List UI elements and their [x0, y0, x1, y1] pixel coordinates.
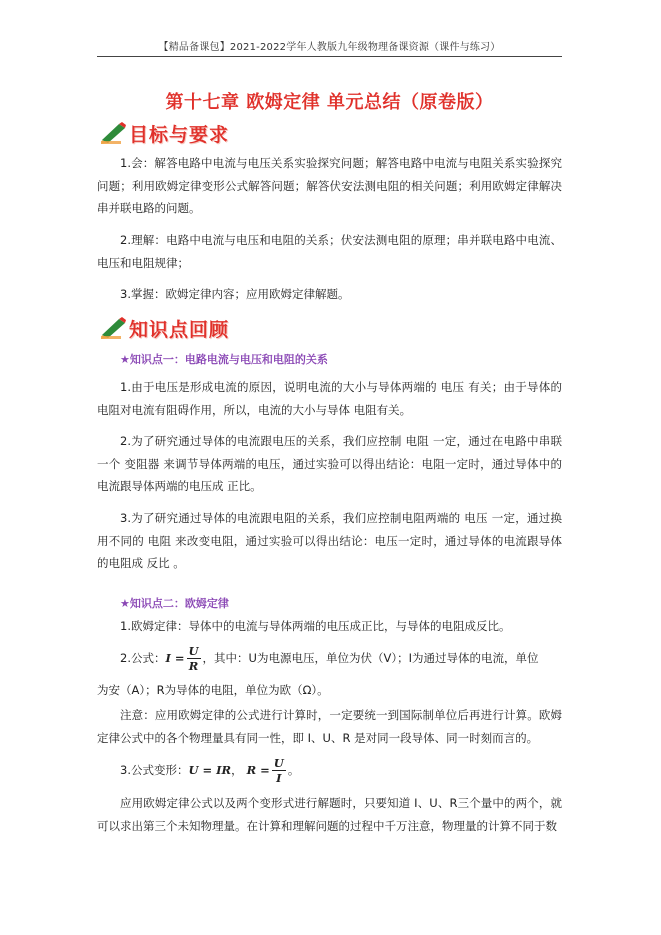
page-title: 第十七章 欧姆定律 单元总结（原卷版） — [165, 92, 494, 113]
ohm-formula-line — [120, 638, 538, 678]
kp1-paragraph-2: 2.为了研究通过导体的电流跟电压的关系，我们应控制 电阻 一定，通过在电路中串联一个 变阻器 来调节导体两端的电压，通过实验可以得出结论：电阻一定时，通过导体中的电流跟导体两端的电压成 正比。 — [97, 434, 562, 493]
transform-denominator: I — [276, 770, 282, 785]
transform-formula-1: U = IR — [188, 763, 232, 777]
transform-fraction — [272, 756, 286, 785]
kp2-last-paragraph: 应用欧姆定律公式以及两个变形式进行解题时，只要知道 I、U、R三个量中的两个，就可以求出第三个未知物理量。在计算和理解问题的过程中千万注意，物理量的计算不同于数 — [97, 796, 562, 833]
header-rule — [97, 56, 562, 57]
formula-transform-line — [120, 752, 299, 788]
review-section-heading — [101, 315, 229, 341]
kp1-paragraph-3: 3.为了研究通过导体的电流跟电阻的关系，我们应控制电阻两端的 电压 一定，通过换用不同的 电阻 来改变电阻，通过实验可以得出结论：电压一定时，通过导体的电流跟导体的电阻成 反比 。 — [97, 511, 562, 570]
goal-paragraph-2: 2.理解：电路中电流与电压和电阻的关系；伏安法测电阻的原理；串并联电路中电流、电压和电阻规律； — [97, 233, 562, 270]
transform-numerator: U — [273, 755, 284, 770]
transform-formula-2-lhs: R = — [246, 763, 270, 777]
knowledge-point-2-label: ★知识点二：欧姆定律 — [120, 597, 229, 610]
transform-separator: ， — [231, 763, 243, 777]
formula-fraction — [187, 644, 201, 673]
kp1-paragraph-1: 1.由于电压是形成电流的原因，说明电流的大小与导体两端的 电压 有关；由于导体的电阻对电流有阻碍作用，所以，电流的大小与导体 电阻有关。 — [97, 380, 562, 417]
kp2-note: 注意：应用欧姆定律的公式进行计算时，一定要统一到国际制单位后再进行计算。欧姆定律公式中的各个物理量具有同一性，即 I、U、R 是对同一段导体、同一时刻而言的。 — [97, 708, 562, 745]
goals-section-heading — [101, 120, 229, 146]
formula-denominator: R — [188, 658, 199, 673]
page-header: 【精品备课包】2021-2022学年人教版九年级物理备课资源（课件与练习） — [158, 42, 501, 53]
transform-prefix: 3.公式变形： — [120, 763, 189, 777]
pen-icon — [101, 317, 127, 339]
formula-prefix: 2.公式： — [120, 651, 166, 665]
formula-description-cont: 为安（A）；R为导体的电阻，单位为欧（Ω）。 — [97, 683, 329, 697]
formula-numerator: U — [188, 643, 199, 658]
formula-description: ，其中：U为电源电压，单位为伏（V）；I为通过导体的电流，单位 — [202, 651, 539, 665]
goal-paragraph-3: 3.掌握：欧姆定律内容；应用欧姆定律解题。 — [120, 287, 350, 301]
review-heading-text: 知识点回顾 — [129, 318, 230, 341]
knowledge-point-1-label: ★知识点一：电路电流与电压和电阻的关系 — [120, 353, 328, 366]
kp2-paragraph-1: 1.欧姆定律：导体中的电流与导体两端的电压成正比，与导体的电阻成反比。 — [120, 619, 511, 633]
pen-icon — [101, 122, 127, 144]
goals-heading-text: 目标与要求 — [129, 123, 230, 146]
goal-paragraph-1: 1.会：解答电路中电流与电压关系实验探究问题；解答电路中电流与电阻关系实验探究问题；利用欧姆定律变形公式解答问题；解答伏安法测电阻的相关问题；利用欧姆定律解决串并联电路的问题。 — [97, 156, 562, 215]
transform-end: 。 — [287, 763, 300, 777]
formula-lhs: I = — [165, 651, 185, 665]
